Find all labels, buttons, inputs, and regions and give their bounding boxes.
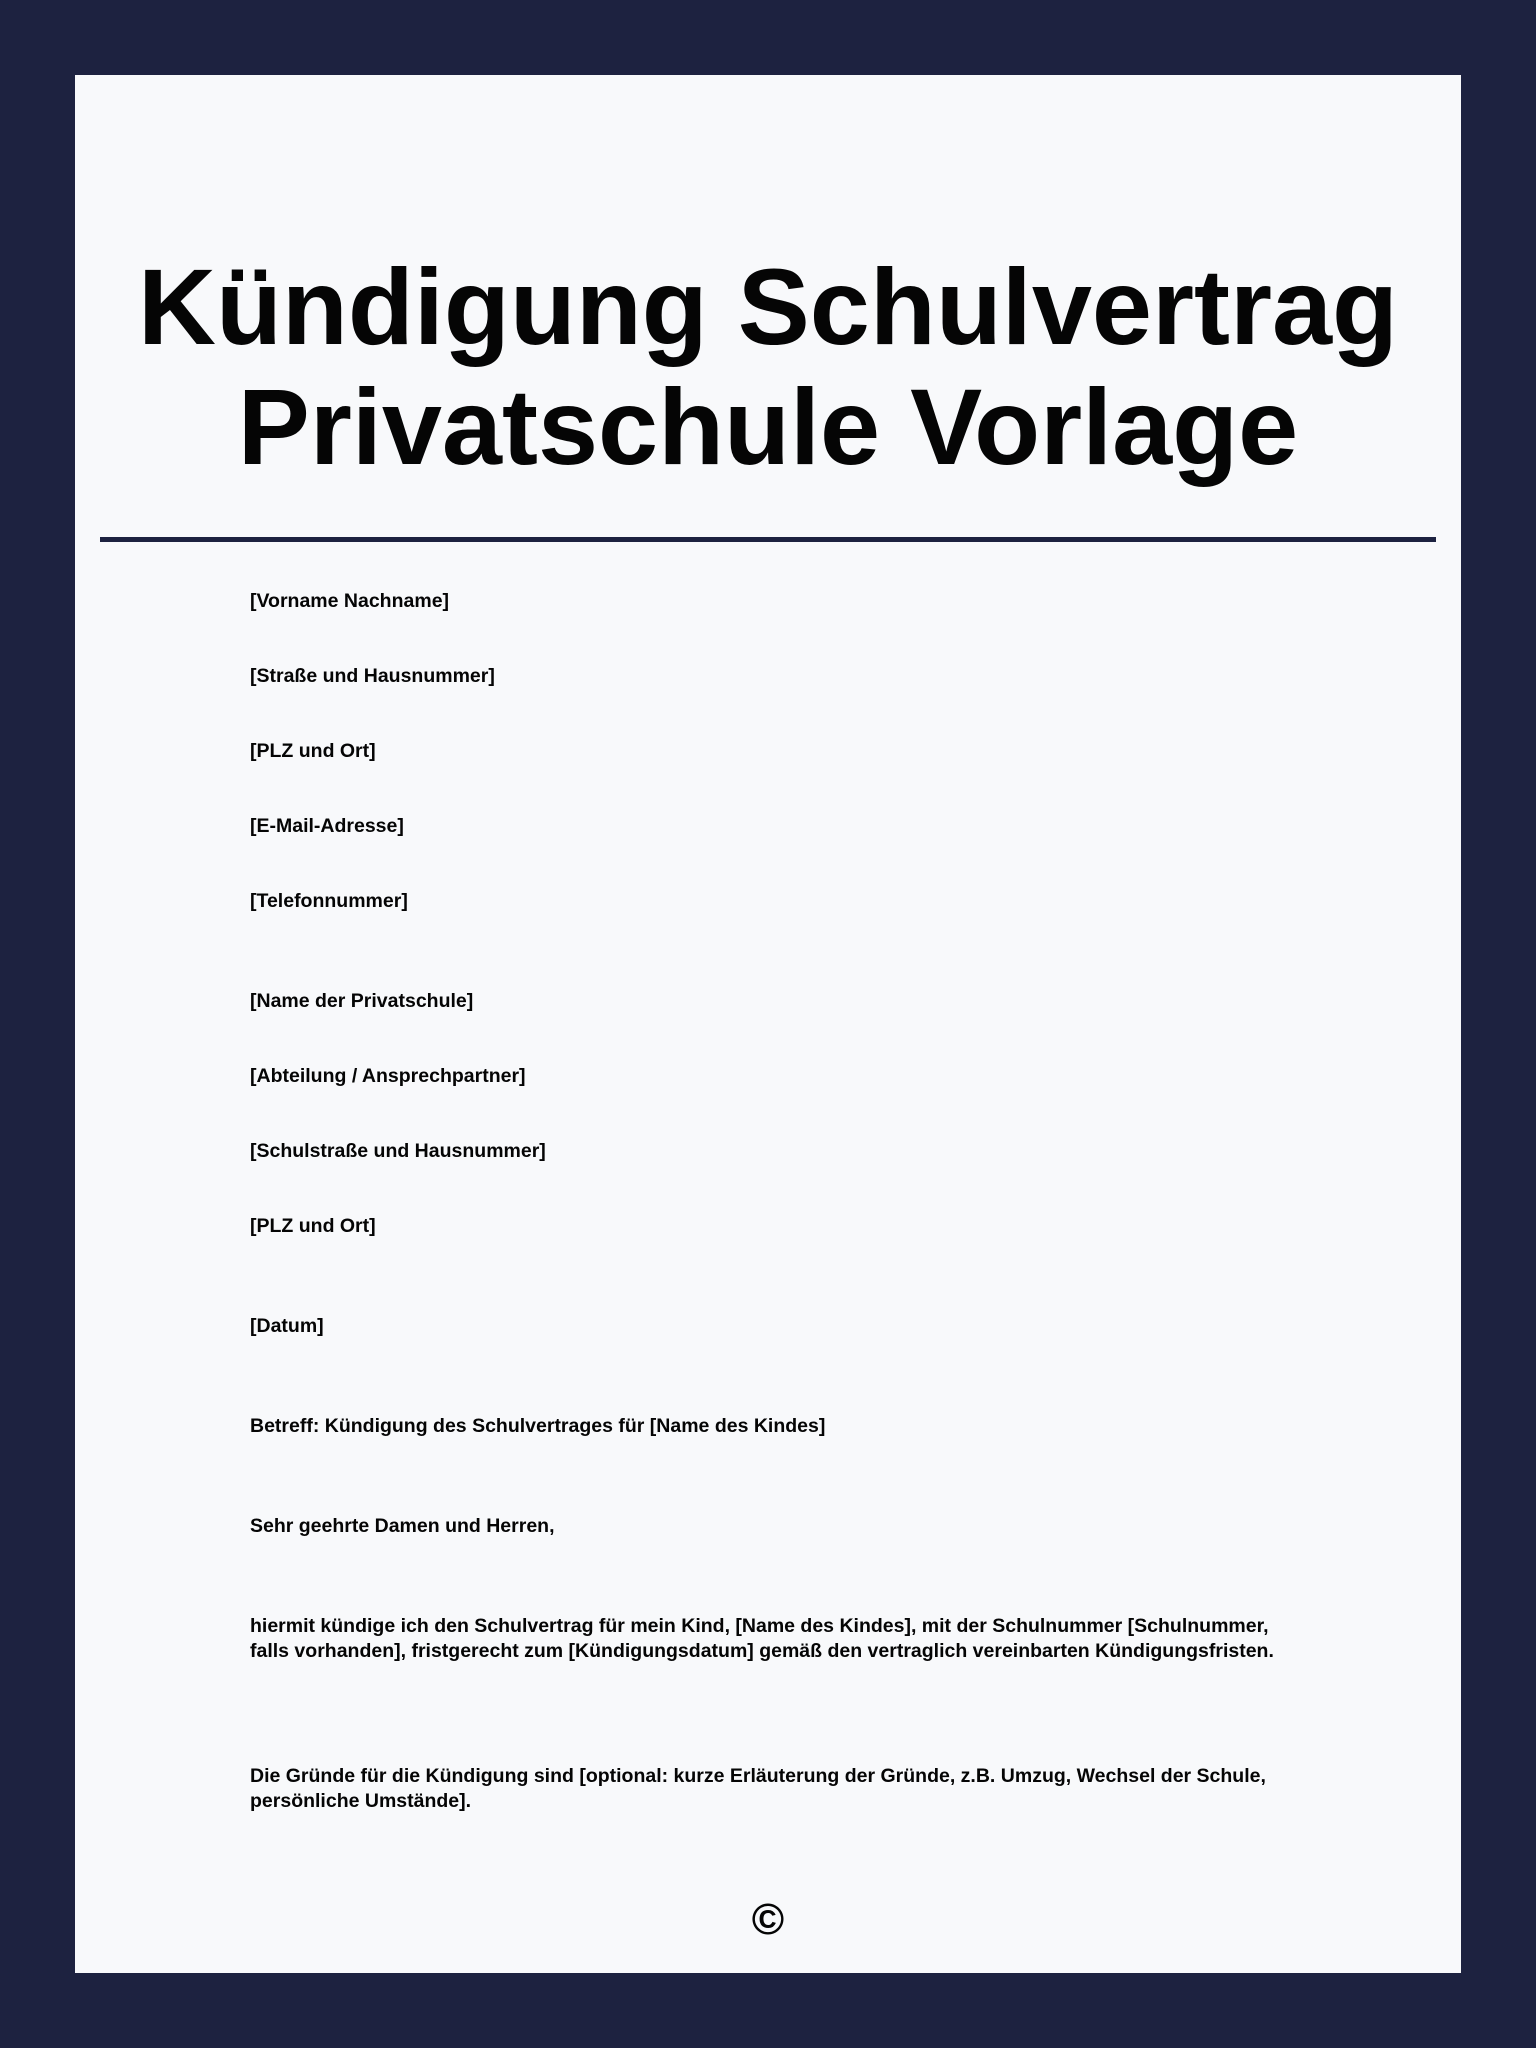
title-divider [100,537,1436,542]
recipient-street: [Schulstraße und Hausnummer] [250,1140,546,1162]
copyright-symbol: © [751,1895,785,1944]
sender-street: [Straße und Hausnummer] [250,665,495,687]
document-title [75,247,1461,487]
sender-email: [E-Mail-Adresse] [250,815,404,837]
sender-city: [PLZ und Ort] [250,740,376,762]
title-line-1: Kündigung Schulvertrag [137,246,1399,367]
letter-date: [Datum] [250,1315,324,1337]
letter-subject: Betreff: Kündigung des Schulvertrages für [Name des Kindes] [250,1415,826,1437]
sender-name: [Vorname Nachname] [250,590,450,612]
letter-paragraph-2: Die Gründe für die Kündigung sind [optional: kurze Erläuterung der Gründe, z.B. Umzug, Wechsel der Schule, persönliche Umstände]. [250,1765,1266,1812]
recipient-city: [PLZ und Ort] [250,1215,376,1237]
recipient-school: [Name der Privatschule] [250,990,474,1012]
title-line-2: Privatschule Vorlage [237,366,1299,487]
sender-phone: [Telefonnummer] [250,890,408,912]
letter-salutation: Sehr geehrte Damen und Herren, [250,1515,555,1537]
letter-paragraph-1: hiermit kündige ich den Schulvertrag für mein Kind, [Name des Kindes], mit der Schulnummer [Schulnummer, falls vorhanden], fristgerecht zum [Kündigungsdatum] gemäß den vertraglich vereinbarten Kündigungsfristen. [250,1615,1274,1662]
recipient-department: [Abteilung / Ansprechpartner] [250,1065,526,1087]
document-page [75,75,1461,1973]
